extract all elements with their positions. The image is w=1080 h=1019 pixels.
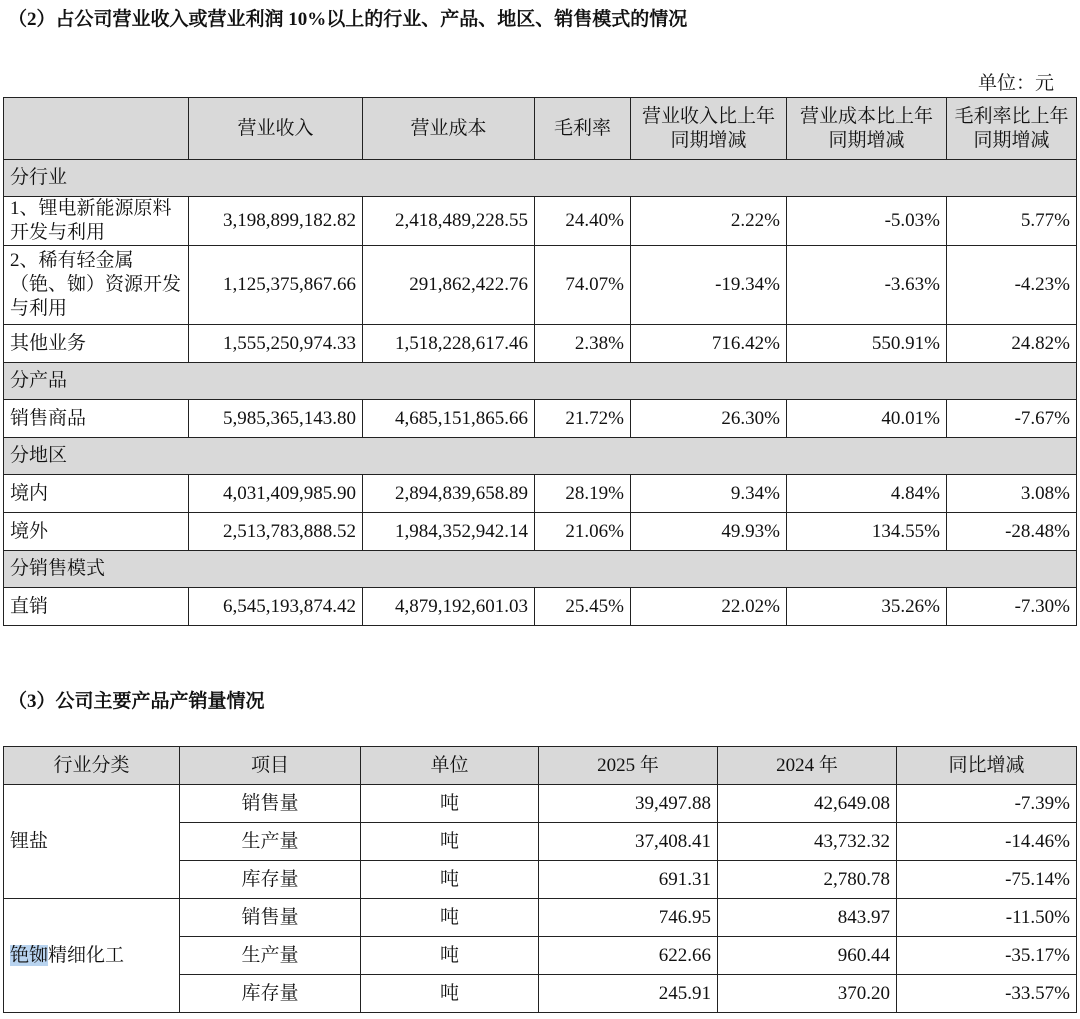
margin-change-cell: -7.67% (947, 400, 1077, 438)
header-cell: 2024 年 (718, 747, 897, 785)
category-text: 精细化工 (48, 944, 125, 966)
table-row (4, 785, 1077, 823)
change-cell: -33.57% (897, 975, 1077, 1013)
table-row (4, 588, 1077, 626)
table-row (4, 325, 1077, 363)
section-row (4, 363, 1077, 400)
revenue-cell: 1,125,375,867.66 (189, 246, 363, 325)
change-cell: -11.50% (897, 899, 1077, 937)
y2025-cell: 39,497.88 (539, 785, 718, 823)
change-cell: -14.46% (897, 823, 1077, 861)
cost-cell: 1,518,228,617.46 (363, 325, 535, 363)
item-cell: 库存量 (180, 975, 361, 1013)
margin-cell: 2.38% (535, 325, 631, 363)
y2024-cell: 42,649.08 (718, 785, 897, 823)
category-cell (4, 899, 180, 1013)
revenue-change-cell: -19.34% (631, 246, 787, 325)
y2024-cell: 370.20 (718, 975, 897, 1013)
margin-cell: 74.07% (535, 246, 631, 325)
header-cell: 单位 (361, 747, 539, 785)
cost-change-cell: -3.63% (787, 246, 947, 325)
revenue-cell: 6,545,193,874.42 (189, 588, 363, 626)
y2024-cell: 843.97 (718, 899, 897, 937)
margin-change-cell: 5.77% (947, 197, 1077, 246)
table-header-row (4, 747, 1077, 785)
revenue-cell: 1,555,250,974.33 (189, 325, 363, 363)
revenue-cell: 3,198,899,182.82 (189, 197, 363, 246)
row-label: 直销 (4, 588, 189, 626)
unit-cell: 吨 (361, 823, 539, 861)
margin-change-cell: -28.48% (947, 513, 1077, 551)
item-cell: 生产量 (180, 937, 361, 975)
table-row (4, 475, 1077, 513)
cost-cell: 2,418,489,228.55 (363, 197, 535, 246)
header-cell: 毛利率比上年同期增减 (947, 98, 1077, 160)
section-label: 分销售模式 (4, 551, 1077, 588)
revenue-breakdown-table (3, 97, 1077, 626)
revenue-cell: 2,513,783,888.52 (189, 513, 363, 551)
table-row (4, 513, 1077, 551)
section-row (4, 551, 1077, 588)
item-cell: 销售量 (180, 899, 361, 937)
y2024-cell: 960.44 (718, 937, 897, 975)
margin-cell: 21.72% (535, 400, 631, 438)
header-cell: 项目 (180, 747, 361, 785)
section-row (4, 438, 1077, 475)
y2025-cell: 691.31 (539, 861, 718, 899)
unit-cell: 吨 (361, 937, 539, 975)
header-cell: 营业成本比上年同期增减 (787, 98, 947, 160)
item-cell: 销售量 (180, 785, 361, 823)
cost-cell: 4,879,192,601.03 (363, 588, 535, 626)
section-row (4, 160, 1077, 197)
margin-change-cell: 3.08% (947, 475, 1077, 513)
y2024-cell: 2,780.78 (718, 861, 897, 899)
change-cell: -75.14% (897, 861, 1077, 899)
unit-label: 单位：元 (977, 73, 1054, 94)
change-cell: -35.17% (897, 937, 1077, 975)
margin-cell: 28.19% (535, 475, 631, 513)
section2-title: （2）占公司营业收入或营业利润 10%以上的行业、产品、地区、销售模式的情况 (8, 9, 688, 30)
cost-change-cell: 35.26% (787, 588, 947, 626)
change-cell: -7.39% (897, 785, 1077, 823)
row-label: 销售商品 (4, 400, 189, 438)
y2025-cell: 245.91 (539, 975, 718, 1013)
row-label: 境内 (4, 475, 189, 513)
table-row (4, 197, 1077, 246)
header-cell (4, 98, 189, 160)
row-label: 境外 (4, 513, 189, 551)
section-label: 分产品 (4, 363, 1077, 400)
table-header-row (4, 98, 1077, 160)
header-cell: 营业成本 (363, 98, 535, 160)
header-cell: 行业分类 (4, 747, 180, 785)
production-sales-table (3, 746, 1077, 1013)
selected-text-highlight[interactable]: 铯铷 (10, 944, 49, 966)
margin-change-cell: 24.82% (947, 325, 1077, 363)
section3-title: （3）公司主要产品产销量情况 (8, 691, 265, 712)
row-label: 其他业务 (4, 325, 189, 363)
margin-cell: 24.40% (535, 197, 631, 246)
item-cell: 生产量 (180, 823, 361, 861)
item-cell: 库存量 (180, 861, 361, 899)
header-cell: 营业收入 (189, 98, 363, 160)
cost-cell: 1,984,352,942.14 (363, 513, 535, 551)
cost-cell: 4,685,151,865.66 (363, 400, 535, 438)
cost-cell: 2,894,839,658.89 (363, 475, 535, 513)
cost-cell: 291,862,422.76 (363, 246, 535, 325)
revenue-change-cell: 9.34% (631, 475, 787, 513)
revenue-change-cell: 49.93% (631, 513, 787, 551)
unit-cell: 吨 (361, 861, 539, 899)
margin-cell: 21.06% (535, 513, 631, 551)
margin-cell: 25.45% (535, 588, 631, 626)
header-cell: 同比增减 (897, 747, 1077, 785)
revenue-change-cell: 22.02% (631, 588, 787, 626)
revenue-change-cell: 26.30% (631, 400, 787, 438)
table-row (4, 246, 1077, 325)
y2025-cell: 622.66 (539, 937, 718, 975)
cost-change-cell: -5.03% (787, 197, 947, 246)
header-cell: 营业收入比上年同期增减 (631, 98, 787, 160)
section-label: 分行业 (4, 160, 1077, 197)
cost-change-cell: 550.91% (787, 325, 947, 363)
row-label: 1、锂电新能源原料开发与利用 (4, 197, 189, 246)
y2024-cell: 43,732.32 (718, 823, 897, 861)
revenue-change-cell: 716.42% (631, 325, 787, 363)
category-cell: 锂盐 (4, 785, 180, 899)
margin-change-cell: -4.23% (947, 246, 1077, 325)
unit-cell: 吨 (361, 975, 539, 1013)
y2025-cell: 746.95 (539, 899, 718, 937)
y2025-cell: 37,408.41 (539, 823, 718, 861)
unit-cell: 吨 (361, 899, 539, 937)
cost-change-cell: 134.55% (787, 513, 947, 551)
revenue-cell: 5,985,365,143.80 (189, 400, 363, 438)
cost-change-cell: 40.01% (787, 400, 947, 438)
header-cell: 2025 年 (539, 747, 718, 785)
revenue-change-cell: 2.22% (631, 197, 787, 246)
table-row (4, 400, 1077, 438)
unit-cell: 吨 (361, 785, 539, 823)
header-cell: 毛利率 (535, 98, 631, 160)
margin-change-cell: -7.30% (947, 588, 1077, 626)
revenue-cell: 4,031,409,985.90 (189, 475, 363, 513)
cost-change-cell: 4.84% (787, 475, 947, 513)
table-row (4, 899, 1077, 937)
section-label: 分地区 (4, 438, 1077, 475)
row-label: 2、稀有轻金属（铯、铷）资源开发与利用 (4, 246, 189, 325)
